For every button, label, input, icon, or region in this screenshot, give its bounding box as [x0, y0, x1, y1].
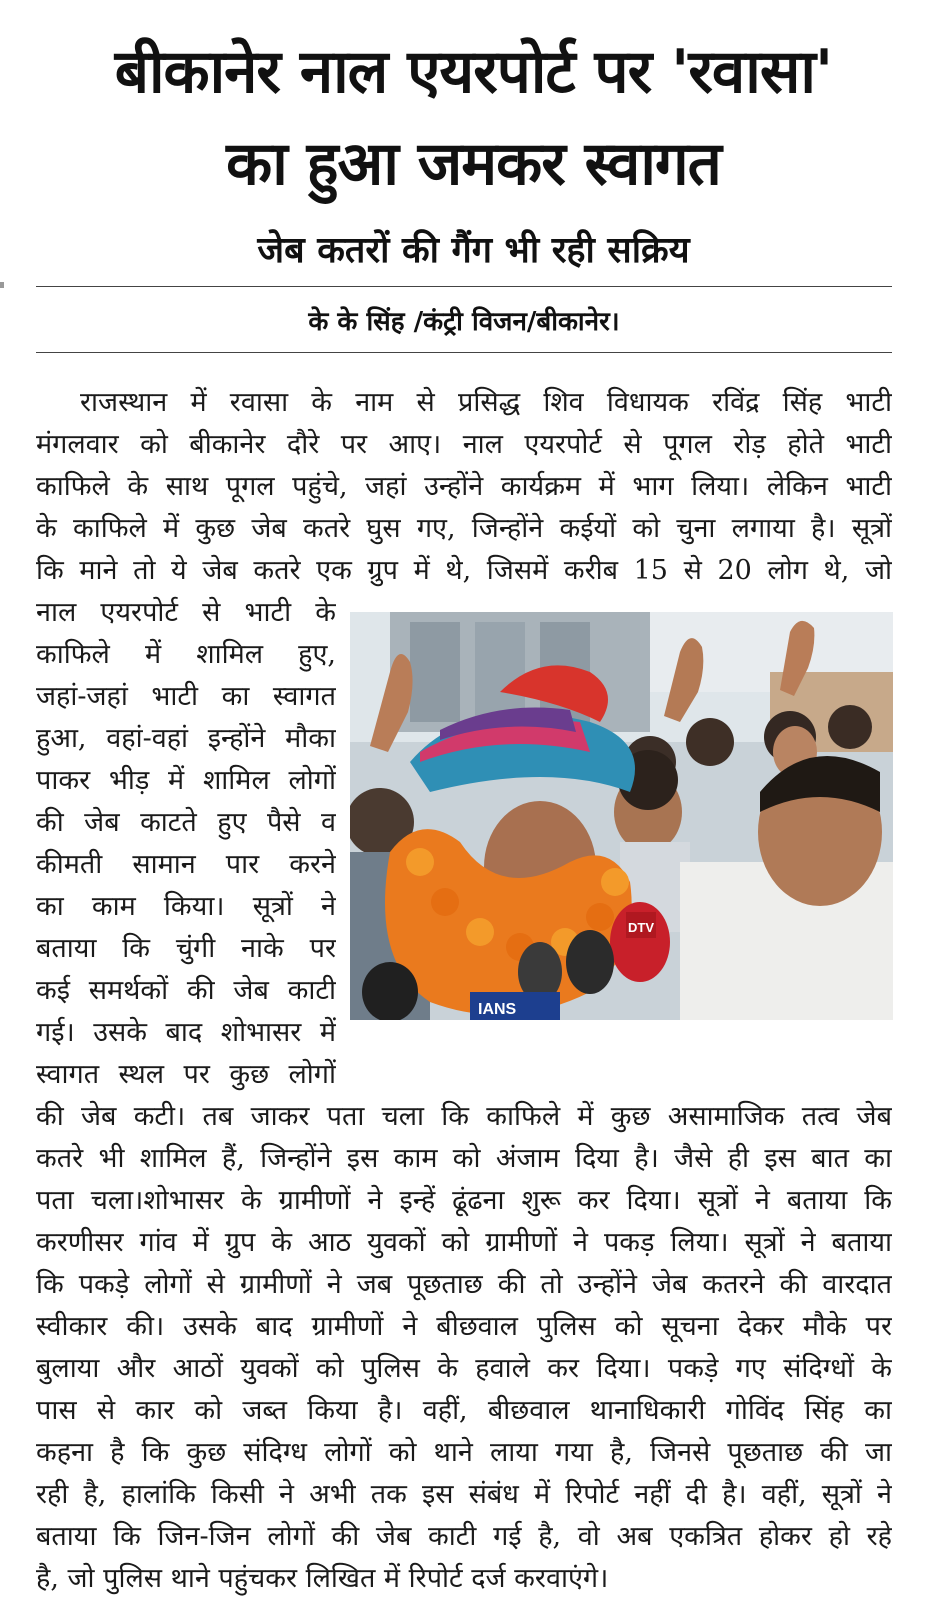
- article-line: नाल एयरपोर्ट से भाटी के: [36, 597, 336, 628]
- headline-line-2: का हुआ जमकर स्वागत: [226, 129, 721, 199]
- article-line: है, जो पुलिस थाने पहुंचकर लिखित में रिपोर्ट दर्ज करवाएंगे।: [36, 1563, 609, 1594]
- edge-mark: [0, 282, 4, 288]
- article-line: पता चला।शोभासर के ग्रामीणों ने इन्हें ढूंढना शुरू कर दिया। सूत्रों ने बताया कि: [36, 1185, 892, 1216]
- article-line: काफिले के साथ पूगल पहुंचे, जहां उन्होंने कार्यक्रम में भाग लिया। लेकिन भाटी: [36, 471, 892, 502]
- article-line: कहना है कि कुछ संदिग्ध लोगों को थाने लाया गया है, जिनसे पूछताछ की जा: [36, 1437, 892, 1468]
- article-line: कि पकड़े लोगों से ग्रामीणों ने जब पूछताछ की तो उन्होंने जेब कतरने की वारदात: [36, 1269, 892, 1300]
- divider-bottom: [36, 352, 892, 353]
- article-line: स्वागत स्थल पर कुछ लोगों: [36, 1059, 336, 1090]
- article-line: मंगलवार को बीकानेर दौरे पर आए। नाल एयरपोर्ट से पूगल रोड़ होते भाटी: [36, 429, 892, 460]
- article-line: पाकर भीड़ में शामिल लोगों: [36, 765, 336, 796]
- article-line: पास से कार को जब्त किया है। वहीं, बीछवाल थानाधिकारी गोविंद सिंह का: [36, 1395, 892, 1426]
- article-line: बुलाया और आठों युवकों को पुलिस के हवाले कर दिया। पकड़े गए संदिग्धों के: [36, 1353, 892, 1384]
- article-line: की जेब कटी। तब जाकर पता चला कि काफिले में कुछ असामाजिक तत्व जेब: [36, 1101, 892, 1132]
- article-line: जहां-जहां भाटी का स्वागत: [36, 681, 336, 712]
- article-line: राजस्थान में रवासा के नाम से प्रसिद्ध शिव विधायक रविंद्र सिंह भाटी: [80, 387, 892, 418]
- article-line: का काम किया। सूत्रों ने: [36, 891, 336, 922]
- article-line: कतरे भी शामिल हैं, जिन्होंने इस काम को अंजाम दिया है। जैसे ही इस बात का: [36, 1143, 892, 1174]
- article-line: करणीसर गांव में ग्रुप के आठ युवकों को ग्रामीणों ने पकड़ लिया। सूत्रों ने बताया: [36, 1227, 892, 1258]
- article-line: बताया कि चुंगी नाके पर: [36, 933, 336, 964]
- article-line: हुआ, वहां-वहां इन्होंने मौका: [36, 723, 336, 754]
- article-line: गई। उसके बाद शोभासर में: [36, 1017, 336, 1048]
- mic-logo-text: DTV: [628, 920, 654, 935]
- article-line: काफिले में शामिल हुए,: [36, 639, 336, 670]
- article-line: कीमती सामान पार करने: [36, 849, 336, 880]
- article-line: बताया कि जिन-जिन लोगों की जेब काटी गई है, वो अब एकत्रित होकर हो रहे: [36, 1521, 892, 1552]
- headline-line-1: बीकानेर नाल एयरपोर्ट पर 'रवासा': [114, 37, 833, 107]
- article-line: स्वीकार की। उसके बाद ग्रामीणों ने बीछवाल पुलिस को सूचना देकर मौके पर: [36, 1311, 892, 1342]
- article-line: रही है, हालांकि किसी ने अभी तक इस संबंध में रिपोर्ट नहीं दी है। वहीं, सूत्रों ने: [36, 1479, 892, 1510]
- subheadline: जेब कतरों की गैंग भी रही सक्रिय: [257, 230, 690, 271]
- mic-label-text: IANS: [478, 1001, 517, 1018]
- article-line: कई समर्थकों की जेब काटी: [36, 975, 336, 1006]
- news-photo: [350, 612, 893, 1020]
- byline: के के सिंह /कंट्री विजन/बीकानेर।: [308, 307, 620, 337]
- article-line: की जेब काटते हुए पैसे व: [36, 807, 336, 838]
- divider-top: [36, 286, 892, 287]
- article-line: के काफिले में कुछ जेब कतरे घुस गए, जिन्होंने कईयों को चुना लगाया है। सूत्रों: [36, 513, 892, 544]
- article-line: कि माने तो ये जेब कतरे एक ग्रुप में थे, जिसमें करीब 15 से 20 लोग थे, जो: [36, 555, 892, 586]
